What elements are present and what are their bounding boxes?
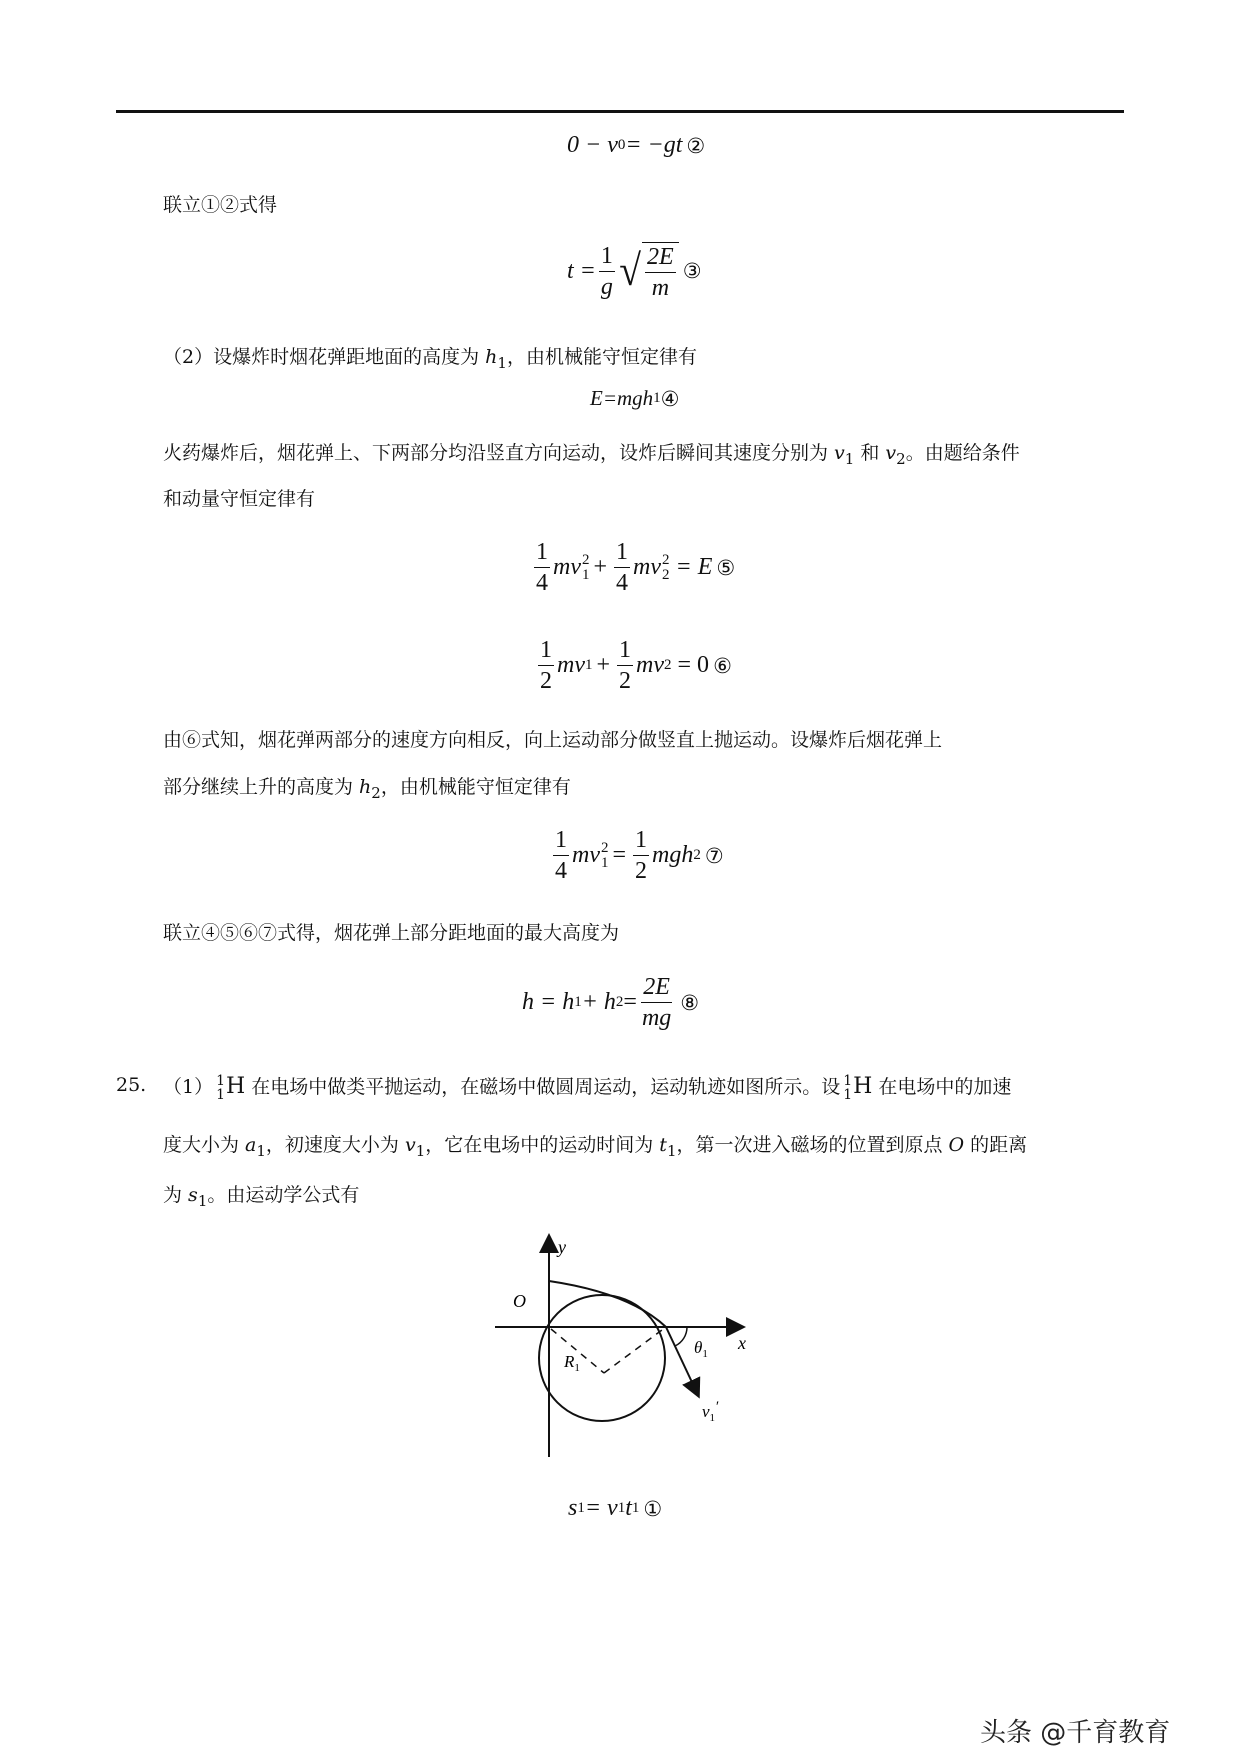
- eqs1-sub3: 1: [631, 1500, 640, 1516]
- q25-l2-c: ，它在电场中的运动时间为: [425, 1134, 660, 1156]
- iso1-atomic: 1: [216, 1087, 226, 1103]
- velocity-label: [702, 1399, 719, 1424]
- eq7-num-2: 1: [633, 828, 649, 856]
- velocity-label-sub: 1: [709, 1412, 716, 1424]
- eq7-den-1: 4: [555, 858, 567, 884]
- q25-t1-sub: 1: [666, 1142, 677, 1160]
- part2-text-a: （2）设爆炸时烟花弹距地面的高度为: [163, 346, 486, 368]
- para2-var: h: [359, 776, 372, 798]
- iso2-element: H: [853, 1074, 873, 1099]
- equation-8: [522, 975, 699, 1030]
- eq8-frac: [640, 975, 673, 1030]
- q25-l2-a: 度大小为: [163, 1134, 246, 1156]
- parabola-trajectory: [549, 1281, 666, 1327]
- equation-6: $\frac{1}{2}$ mv 1 + $\frac{1}{2}$ mv 2 = 0 ⑥: [540, 637, 732, 694]
- eqs1-t: t: [625, 1495, 632, 1521]
- radius-label-text: R: [564, 1352, 575, 1371]
- equation-2: [567, 132, 705, 159]
- angle-label-sub: 1: [702, 1348, 708, 1360]
- y-axis-label: y: [558, 1237, 566, 1257]
- text-combine-4-7: 联立④⑤⑥⑦式得，烟花弹上部分距地面的最大高度为: [163, 922, 620, 944]
- origin-label: O: [513, 1291, 526, 1311]
- eq3-tag: ③: [682, 259, 702, 283]
- eq5-rhs: = E: [675, 554, 713, 580]
- eq5-den-1: 4: [536, 570, 548, 596]
- eq2-sub: 0: [617, 137, 626, 153]
- para2-line2: [163, 772, 571, 802]
- header-rule: [116, 110, 1124, 113]
- eq7-lhs: mv: [572, 842, 600, 868]
- eq6-term-1: mv: [557, 652, 585, 678]
- eq7-sub: 1: [600, 854, 609, 871]
- q25-l3-a: 为: [163, 1184, 189, 1206]
- q25-v1: v: [404, 1134, 416, 1156]
- eq5-frac-2: [614, 540, 630, 595]
- eq8-lhs: h = h: [522, 989, 575, 1015]
- q25-l2-e: 的距离: [964, 1134, 1028, 1156]
- eq6-den-1: 2: [540, 668, 552, 694]
- angle-label-text: θ: [694, 1338, 703, 1357]
- q25-number: 25.: [116, 1074, 147, 1096]
- part2-text-b: ，由机械能守恒定律有: [506, 346, 697, 368]
- watermark: 头条 @千育教育: [980, 1718, 1171, 1748]
- eqs1-sub: 1: [577, 1500, 585, 1516]
- eq5-num-2: 1: [614, 540, 630, 568]
- eq8-equals: =: [623, 989, 637, 1015]
- radius-label-sub: 1: [574, 1362, 580, 1374]
- isotope-1: [216, 1074, 225, 1102]
- para2-sub: 2: [371, 784, 381, 802]
- part2-sub: 1: [497, 354, 507, 372]
- velocity-label-prime: ′: [715, 1399, 719, 1415]
- part2-var: h: [485, 346, 498, 368]
- x-axis-label: x: [738, 1333, 746, 1353]
- q25-s1: s: [188, 1184, 198, 1206]
- para2-text-a: 部分继续上升的高度为: [163, 776, 360, 798]
- q25-origin: O: [948, 1134, 965, 1156]
- eq5-tag: ⑤: [716, 555, 736, 580]
- eq5-den-2: 4: [616, 570, 629, 596]
- eq6-den-2: 2: [619, 668, 632, 694]
- eq6-term-2: mv: [636, 652, 665, 678]
- eq8-den: mg: [641, 1005, 672, 1031]
- eq7-frac-2: [633, 828, 649, 883]
- eq7-rhs-sub: 2: [693, 847, 701, 863]
- isotope-2: [843, 1074, 852, 1102]
- trajectory-figure: [480, 1225, 780, 1470]
- para1-text-b: 。由题给条件: [905, 442, 1020, 464]
- equation-s1: [568, 1495, 662, 1522]
- eq5-num-1: 1: [534, 540, 550, 568]
- para1-line1: [163, 438, 1020, 468]
- q25-text-c: 在电场中的加速: [872, 1076, 1012, 1098]
- eq5-term-1: mv: [553, 554, 581, 580]
- eq3-num: 1: [599, 244, 615, 272]
- eq3-rad-num: 2E: [647, 244, 674, 270]
- eq3-lhs: t =: [567, 257, 596, 284]
- eq2-lhs: 0 − v: [567, 132, 618, 158]
- iso2-atomic: 1: [843, 1087, 853, 1103]
- eq3-den: g: [600, 273, 613, 300]
- q25-s1-sub: 1: [197, 1192, 208, 1210]
- iso1-mass: 1: [216, 1073, 226, 1089]
- eq8-tag: ⑧: [680, 990, 700, 1015]
- eq7-num-1: 1: [553, 828, 569, 856]
- eq2-rhs: = −gt: [625, 132, 683, 158]
- eq8-num: 2E: [643, 974, 670, 1000]
- para1-and: 和: [854, 442, 886, 464]
- eq5-frac-1: [534, 540, 550, 595]
- eq4-tag: ④: [660, 386, 680, 411]
- eq4-text: E=mgh: [590, 386, 654, 410]
- eqs1-sub2: 1: [617, 1500, 626, 1516]
- q25-line1: [163, 1072, 1011, 1102]
- para1-v2: v: [885, 442, 897, 464]
- radius-label: [563, 1352, 580, 1374]
- para1-v1: v: [834, 442, 845, 464]
- velocity-label-text: v: [702, 1402, 710, 1421]
- q25-l3-b: 。由运动学公式有: [207, 1184, 360, 1206]
- q25-a1: a: [245, 1134, 257, 1156]
- eq4-sub: 1: [653, 390, 661, 406]
- eq5-sub-1: 1: [581, 566, 590, 583]
- angle-arc: [675, 1327, 687, 1346]
- q25-l2-d: ，第一次进入磁场的位置到原点: [676, 1134, 949, 1156]
- eq8-plus: + h: [581, 989, 616, 1015]
- eqs1-lhs: s: [568, 1495, 578, 1521]
- para1-v1-sub: 1: [844, 450, 855, 468]
- eq7-tag: ⑦: [704, 843, 724, 868]
- q25-v1-sub: 1: [415, 1142, 426, 1160]
- para1-text-a: 火药爆炸后，烟花弹上、下两部分均沿竖直方向运动，设炸后瞬间其速度分别为: [163, 442, 835, 464]
- para2-text-b: ，由机械能守恒定律有: [380, 776, 571, 798]
- eq5-sup-1: 2: [581, 551, 590, 568]
- eq3-fraction: [599, 244, 615, 299]
- eq6-sub-2: 2: [664, 657, 672, 673]
- q25-t1: t: [659, 1134, 667, 1156]
- eq3-sqrt: √ $\frac{2E}{m}$: [618, 242, 679, 300]
- part2-intro: [163, 342, 697, 372]
- eq6-sub-1: 1: [584, 657, 593, 673]
- eq7-den-2: 2: [635, 858, 648, 884]
- para1-line2: 和动量守恒定律有: [163, 488, 316, 510]
- equation-7: $\frac{1}{4}$ mv 2 1 = $\frac{1}{2}$ mgh 2 ⑦: [555, 827, 724, 884]
- eq5-sub-2: 2: [662, 566, 670, 583]
- magnetic-circle: [539, 1295, 665, 1421]
- eq7-frac-1: [553, 828, 569, 883]
- eq6-rhs: = 0: [677, 652, 710, 678]
- eq6-num-2: 1: [617, 638, 633, 666]
- eq6-num-1: 1: [538, 638, 554, 666]
- para1-v2-sub: 2: [896, 450, 906, 468]
- iso2-mass: 1: [843, 1073, 853, 1089]
- eq6-tag: ⑥: [713, 653, 732, 678]
- q25-text-b: 在电场中做类平抛运动，在磁场中做圆周运动，运动轨迹如图所示。设: [245, 1076, 841, 1098]
- eq3-rad-den: m: [651, 275, 670, 301]
- q25-l2-b: ，初速度大小为: [265, 1134, 405, 1156]
- eq8-sub-2: 2: [615, 994, 624, 1010]
- eq5-sup-2: 2: [662, 551, 670, 568]
- q25-line3: [163, 1180, 359, 1210]
- eq2-tag: ②: [686, 133, 706, 158]
- eqs1-mid: = v: [584, 1495, 618, 1521]
- eq7-sup: 2: [600, 839, 609, 856]
- eqs1-tag: ①: [643, 1496, 663, 1521]
- q25-part-label: （1）: [163, 1076, 214, 1098]
- equation-3: [567, 242, 702, 300]
- para2-line1: 由⑥式知，烟花弹两部分的速度方向相反，向上运动部分做竖直上抛运动。设爆炸后烟花弹上: [163, 729, 943, 751]
- eq6-frac-2: [617, 638, 633, 693]
- eq7-rhs: mgh: [652, 842, 694, 868]
- radius-line-2: [604, 1327, 666, 1373]
- q25-line2: [163, 1130, 1027, 1160]
- iso1-element: H: [226, 1074, 246, 1099]
- text-combine-1-2: 联立①②式得: [163, 194, 278, 216]
- eq8-sub-1: 1: [574, 994, 582, 1010]
- equation-4: [590, 386, 680, 411]
- q25-a1-sub: 1: [256, 1142, 266, 1160]
- eq6-frac-1: [538, 638, 554, 693]
- angle-label: [694, 1338, 708, 1360]
- eq5-term-2: mv: [633, 554, 662, 580]
- equation-5: $\frac{1}{4}$ mv 2 1 + $\frac{1}{4}$ mv 2 2 = E ⑤: [536, 539, 736, 596]
